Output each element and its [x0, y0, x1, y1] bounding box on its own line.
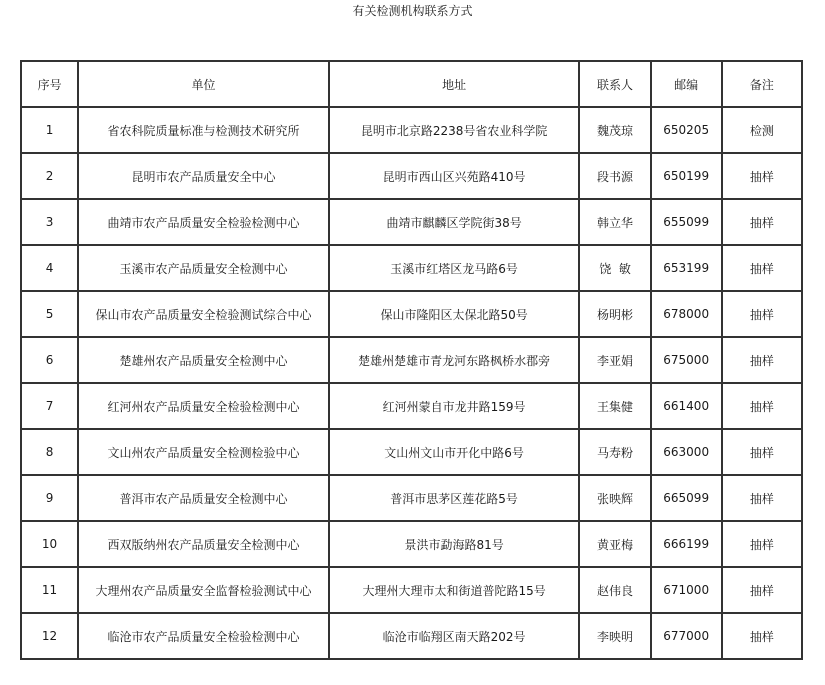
cell-postcode: 650205 [652, 108, 723, 154]
cell-remark: 抽样 [723, 522, 803, 568]
table-row [22, 246, 803, 292]
cell-index: 4 [22, 246, 79, 292]
cell-unit: 大理州农产品质量安全监督检验测试中心 [79, 568, 330, 614]
cell-contact: 李亚娟 [580, 338, 651, 384]
cell-postcode: 675000 [652, 338, 723, 384]
cell-unit: 玉溪市农产品质量安全检测中心 [79, 246, 330, 292]
header-postcode: 邮编 [652, 62, 723, 108]
header-index: 序号 [22, 62, 79, 108]
cell-address: 曲靖市麒麟区学院街38号 [330, 200, 581, 246]
cell-address: 红河州蒙自市龙井路159号 [330, 384, 581, 430]
cell-index: 12 [22, 614, 79, 660]
cell-postcode: 665099 [652, 476, 723, 522]
cell-remark: 抽样 [723, 292, 803, 338]
table-row [22, 154, 803, 200]
cell-contact: 赵伟良 [580, 568, 651, 614]
table-row [22, 200, 803, 246]
cell-address: 昆明市北京路2238号省农业科学院 [330, 108, 581, 154]
cell-index: 2 [22, 154, 79, 200]
table-row [22, 522, 803, 568]
cell-postcode: 666199 [652, 522, 723, 568]
cell-index: 7 [22, 384, 79, 430]
cell-address: 临沧市临翔区南天路202号 [330, 614, 581, 660]
cell-index: 9 [22, 476, 79, 522]
cell-postcode: 677000 [652, 614, 723, 660]
table-row [22, 476, 803, 522]
cell-remark: 抽样 [723, 200, 803, 246]
cell-postcode: 663000 [652, 430, 723, 476]
cell-postcode: 655099 [652, 200, 723, 246]
cell-remark: 抽样 [723, 430, 803, 476]
cell-address: 文山州文山市开化中路6号 [330, 430, 581, 476]
cell-index: 10 [22, 522, 79, 568]
cell-contact: 黄亚梅 [580, 522, 651, 568]
cell-unit: 保山市农产品质量安全检验测试综合中心 [79, 292, 330, 338]
cell-address: 保山市隆阳区太保北路50号 [330, 292, 581, 338]
cell-unit: 曲靖市农产品质量安全检验检测中心 [79, 200, 330, 246]
cell-postcode: 671000 [652, 568, 723, 614]
table-row [22, 568, 803, 614]
cell-unit: 楚雄州农产品质量安全检测中心 [79, 338, 330, 384]
header-contact: 联系人 [580, 62, 651, 108]
cell-unit: 红河州农产品质量安全检验检测中心 [79, 384, 330, 430]
cell-contact: 段书源 [580, 154, 651, 200]
cell-contact: 张映辉 [580, 476, 651, 522]
cell-remark: 抽样 [723, 246, 803, 292]
table-row [22, 614, 803, 660]
page-title: 有关检测机构联系方式 [352, 4, 473, 18]
cell-contact: 杨明彬 [580, 292, 651, 338]
cell-address: 玉溪市红塔区龙马路6号 [330, 246, 581, 292]
cell-remark: 抽样 [723, 476, 803, 522]
cell-index: 3 [22, 200, 79, 246]
header-remark: 备注 [723, 62, 803, 108]
header-address: 地址 [330, 62, 581, 108]
cell-address: 楚雄州楚雄市青龙河东路枫桥水郡旁 [330, 338, 581, 384]
cell-remark: 抽样 [723, 338, 803, 384]
cell-address: 昆明市西山区兴苑路410号 [330, 154, 581, 200]
cell-contact: 马寿粉 [580, 430, 651, 476]
cell-index: 6 [22, 338, 79, 384]
cell-address: 大理州大理市太和街道普陀路15号 [330, 568, 581, 614]
table-row [22, 384, 803, 430]
cell-remark: 检测 [723, 108, 803, 154]
cell-index: 11 [22, 568, 79, 614]
table-row [22, 292, 803, 338]
cell-address: 景洪市勐海路81号 [330, 522, 581, 568]
cell-unit: 临沧市农产品质量安全检验检测中心 [79, 614, 330, 660]
cell-remark: 抽样 [723, 614, 803, 660]
cell-postcode: 661400 [652, 384, 723, 430]
cell-postcode: 653199 [652, 246, 723, 292]
cell-remark: 抽样 [723, 568, 803, 614]
cell-unit: 昆明市农产品质量安全中心 [79, 154, 330, 200]
cell-unit: 省农科院质量标准与检测技术研究所 [79, 108, 330, 154]
cell-remark: 抽样 [723, 384, 803, 430]
cell-contact: 韩立华 [580, 200, 651, 246]
table-row [22, 338, 803, 384]
cell-postcode: 678000 [652, 292, 723, 338]
cell-unit: 普洱市农产品质量安全检测中心 [79, 476, 330, 522]
cell-contact: 魏茂琼 [580, 108, 651, 154]
cell-unit: 西双版纳州农产品质量安全检测中心 [79, 522, 330, 568]
cell-index: 1 [22, 108, 79, 154]
cell-contact: 饶 敏 [580, 246, 651, 292]
header-unit: 单位 [79, 62, 330, 108]
cell-index: 8 [22, 430, 79, 476]
table-row [22, 430, 803, 476]
cell-postcode: 650199 [652, 154, 723, 200]
cell-unit: 文山州农产品质量安全检测检验中心 [79, 430, 330, 476]
cell-address: 普洱市思茅区莲花路5号 [330, 476, 581, 522]
cell-contact: 王集健 [580, 384, 651, 430]
contacts-table [20, 60, 803, 660]
cell-index: 5 [22, 292, 79, 338]
table-row [22, 108, 803, 154]
table-header-row [22, 62, 803, 108]
cell-contact: 李映明 [580, 614, 651, 660]
cell-remark: 抽样 [723, 154, 803, 200]
